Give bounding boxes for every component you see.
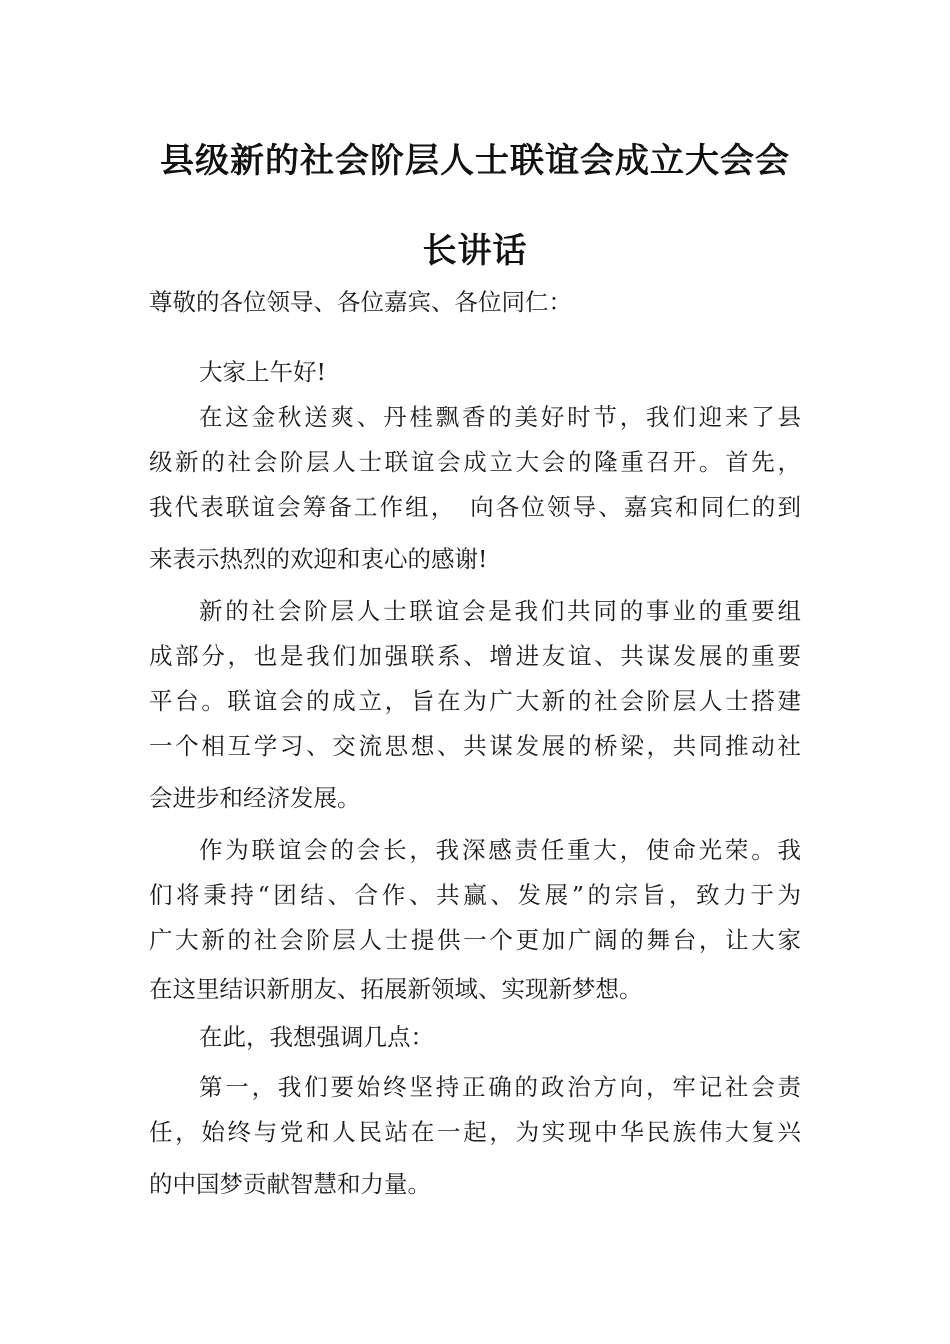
salutation-line: 尊敬的各位领导、各位嘉宾、各位同仁： — [149, 288, 572, 316]
paragraph-5-line-2: 任，始终与党和人民站在一起，为实现中华民族伟大复兴 — [149, 1118, 801, 1146]
paragraph-3-line-4: 在这里结识新朋友、拓展新领域、实现新梦想。 — [149, 975, 643, 1003]
paragraph-1-line-1: 在这金秋送爽、丹桂飘香的美好时节，我们迎来了县 — [199, 403, 801, 431]
paragraph-3-line-2: 们将秉持“团结、合作、共赢、发展”的宗旨，致力于为 — [149, 881, 801, 909]
paragraph-2-line-5: 会进步和经济发展。 — [149, 784, 361, 812]
document-title-line-1: 县级新的社会阶层人士联谊会成立大会会 — [160, 141, 790, 181]
greeting-line: 大家上午好! — [199, 358, 326, 386]
paragraph-2-line-3: 平台。联谊会的成立，旨在为广大新的社会阶层人士搭建 — [149, 687, 801, 715]
paragraph-2-line-2: 成部分，也是我们加强联系、增进友谊、共谋发展的重要 — [149, 642, 801, 670]
paragraph-3-line-3: 广大新的社会阶层人士提供一个更加广阔的舞台，让大家 — [149, 926, 801, 954]
paragraph-1-line-3: 我代表联谊会筹备工作组， 向各位领导、嘉宾和同仁的到 — [149, 493, 801, 521]
paragraph-2-line-4: 一个相互学习、交流思想、共谋发展的桥梁，共同推动社 — [149, 732, 801, 760]
paragraph-1-line-4: 来表示热烈的欢迎和衷心的感谢! — [149, 545, 488, 573]
document-title-line-2: 长讲话 — [422, 231, 528, 271]
paragraph-1-line-2: 级新的社会阶层人士联谊会成立大会的隆重召开。首先， — [149, 448, 801, 476]
paragraph-3-line-1: 作为联谊会的会长，我深感责任重大，使命光荣。我 — [199, 836, 801, 864]
paragraph-2-line-1: 新的社会阶层人士联谊会是我们共同的事业的重要组 — [199, 597, 801, 625]
paragraph-4-line-1: 在此，我想强调几点： — [199, 1023, 434, 1051]
paragraph-5-line-3: 的中国梦贡献智慧和力量。 — [149, 1170, 431, 1198]
paragraph-5-line-1: 第一，我们要始终坚持正确的政治方向，牢记社会责 — [199, 1073, 801, 1101]
